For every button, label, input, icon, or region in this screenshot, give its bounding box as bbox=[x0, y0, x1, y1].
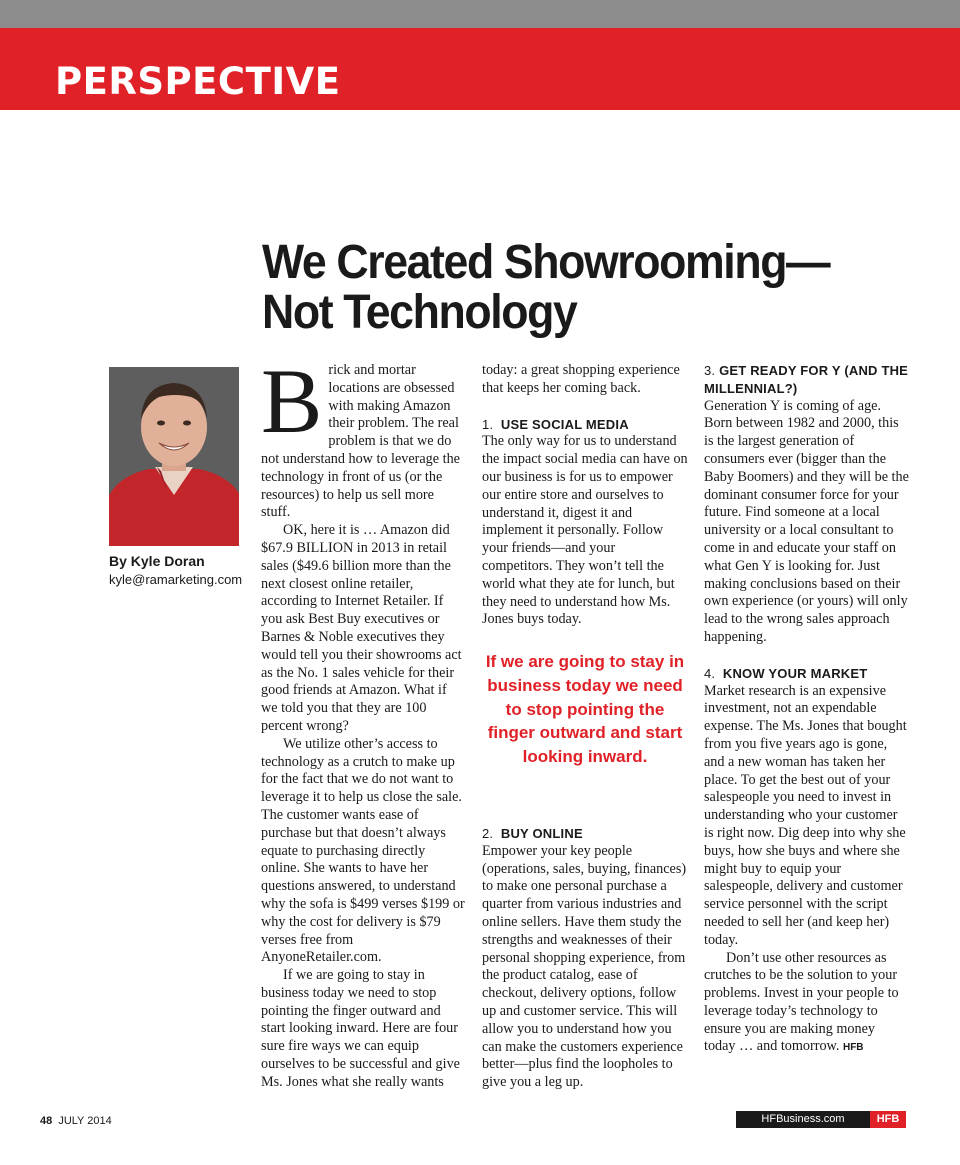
paragraph: Market research is an expensive investment, not an expendable expense. The Ms. Jones that bought from you five years ago is gone, and a new woman has taken her place. To get the best out of your salespeople you need to invest in understanding who your customer is right now. Dig deep into why she buys, how she buys and where she might buy to equip your salespeople, delivery and customer service personnel with the script needed to sell her (and keep her) today. bbox=[704, 682, 907, 948]
article-column-2-lower bbox=[482, 825, 688, 1092]
dropcap-letter: B bbox=[261, 350, 323, 452]
pull-quote: If we are going to stay in business today we need to stop pointing the finger outward and start looking inward. bbox=[485, 652, 685, 767]
author-photo bbox=[109, 367, 239, 546]
author-email[interactable]: kyle@ramarketing.com bbox=[109, 572, 243, 587]
paragraph: today: a great shopping experience that keeps her coming back. bbox=[482, 362, 680, 396]
article-column-2 bbox=[482, 362, 688, 629]
headline-line-1: We Created Showrooming— bbox=[262, 236, 830, 289]
paragraph: OK, here it is … Amazon did $67.9 BILLION in 2013 in retail sales ($49.6 billion more than the next closest online retailer, according to Internet Retailer. If you ask Best Buy executives or Barnes & Noble executives they would tell you their showrooms act as the No. 1 sales vehicle for their good friends at Amazon. What if we told you that they are 100 percent wrong? bbox=[261, 522, 462, 734]
issue-date: JULY 2014 bbox=[58, 1115, 112, 1127]
top-gray-bar bbox=[0, 0, 960, 28]
paragraph: Generation Y is coming of age. Born between 1982 and 2000, this is the largest generation of consumers ever (bigger than the Baby Boomers) and they will be the dominant consumer force for your future. Find someone at a local university or a local consultant to come in and educate your staff on what Gen Y is looking for. Just making conclusions based on their own experience (or yours) will only lead to the wrong sales approach happening. bbox=[704, 397, 909, 645]
page-folio bbox=[40, 1114, 112, 1128]
website-link[interactable]: HFBusiness.com bbox=[736, 1111, 870, 1128]
paragraph: If we are going to stay in business today we need to stop pointing the finger outward and start looking inward. Here are four sure fire ways we can equip ourselves to be successful and give Ms. Jones what she really wants bbox=[261, 967, 460, 1090]
subhead-get-ready-for-y: 3. GET READY FOR Y (AND THE MILLENNIAL?) bbox=[704, 363, 909, 396]
article-column-1 bbox=[261, 350, 465, 1092]
end-mark: HFB bbox=[842, 1042, 864, 1054]
subhead-social-media: 1. USE SOCIAL MEDIA bbox=[482, 416, 629, 432]
article-headline bbox=[262, 238, 876, 338]
author-portrait-illustration bbox=[109, 367, 239, 546]
page-number: 48 bbox=[40, 1115, 53, 1127]
paragraph-text: rick and mortar locations are obsessed with making Amazon their problem. The real problem is that we do not understand how to leverage the technology in front of us (or the resources) to help us sell more stuff. bbox=[261, 362, 460, 521]
headline-line-2: Not Technology bbox=[262, 286, 577, 339]
brand-logo: HFB bbox=[870, 1111, 906, 1128]
paragraph: The only way for us to understand the impact social media can have on our business is for us to empower our entire store and ourselves to understand it, digest it and implement it personally. Follow your friends—and your competitors. They won’t tell the world what they ate for lunch, but they need to understand how Ms. Jones buys today. bbox=[482, 433, 688, 628]
paragraph: Empower your key people (operations, sales, buying, finances) to make one personal purchase a quarter from various industries and online sellers. Have them study the strengths and weaknesses of their personal shopping experience, from the product catalog, ease of checkout, delivery options, follow up and customer service. This will allow you to understand how you can make the customers experience better—plus find the loopholes to give you a leg up. bbox=[482, 842, 687, 1091]
section-label: PERSPECTIVE bbox=[55, 60, 341, 103]
subhead-know-your-market: 4. KNOW YOUR MARKET bbox=[704, 665, 868, 681]
author-byline: By Kyle Doran bbox=[109, 553, 205, 569]
subhead-buy-online: 2. BUY ONLINE bbox=[482, 826, 583, 841]
footer-brand-tag bbox=[736, 1111, 906, 1128]
closing-paragraph: Don’t use other resources as crutches to be the solution to your problems. Invest in your people to leverage today’s technology to ensure you are making money today … and tomorrow. HFB bbox=[704, 949, 899, 1055]
article-column-3 bbox=[704, 362, 910, 1057]
opening-paragraph bbox=[261, 350, 465, 522]
paragraph: We utilize other’s access to technology as a crutch to make up for the fact that we do not want to leverage it to help us close the sale. The customer wants ease of purchase but that doesn’t always equate to purchasing directly online. She wants to have her questions answered, to understand why the sofa is $499 verses $199 or why the cost for delivery is $79 verses free from AnyoneRetailer.com. bbox=[261, 735, 465, 966]
